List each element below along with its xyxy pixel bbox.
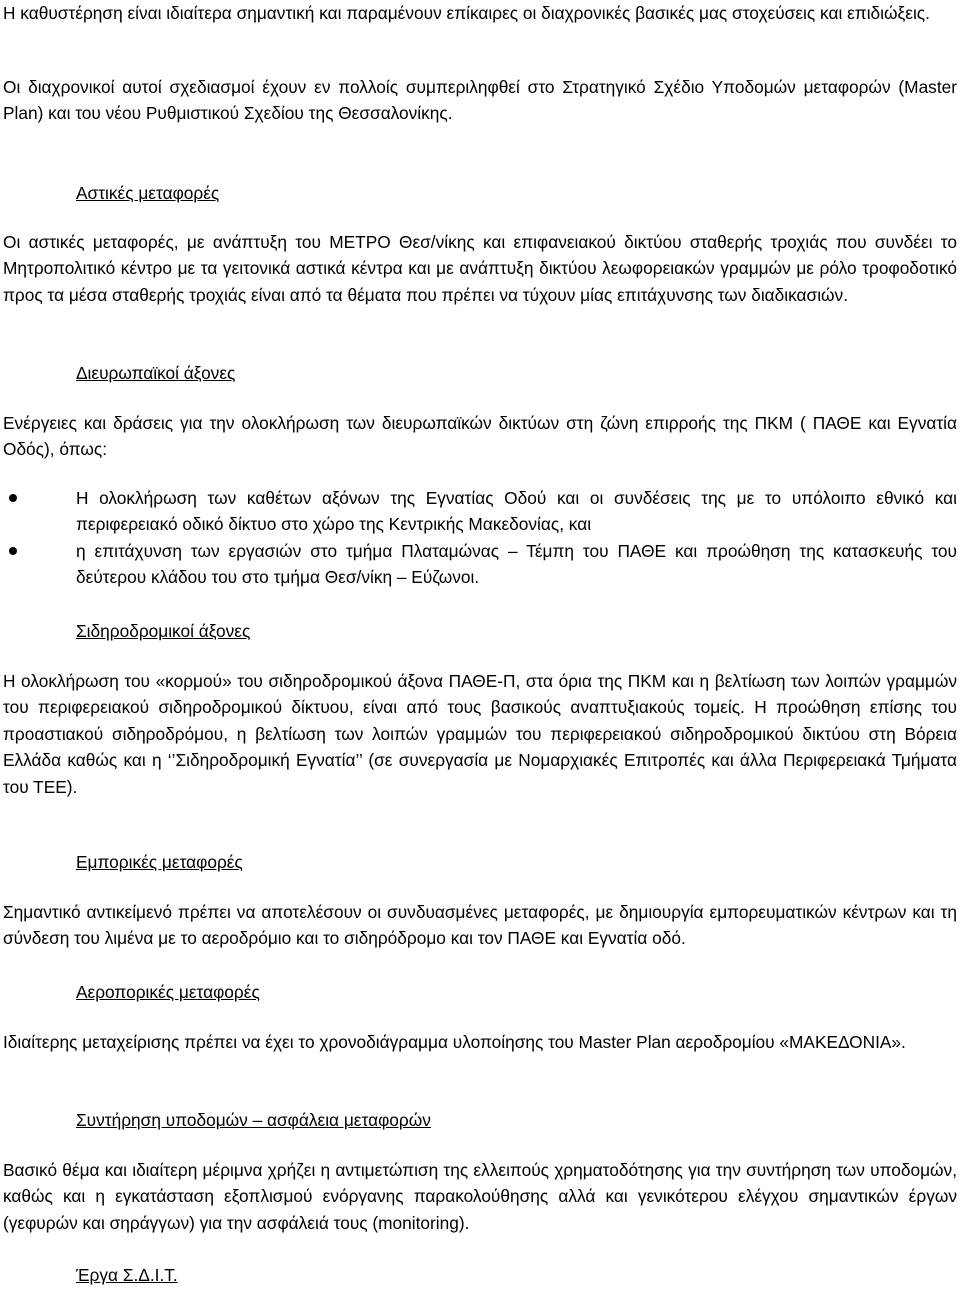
urban-transport-paragraph	[3, 229, 957, 308]
intro-paragraph-1	[3, 0, 957, 26]
trans-european-paragraph	[3, 410, 957, 463]
heading-air-transport: Αεροπορικές μεταφορές	[76, 982, 260, 1002]
intro-paragraph-2	[3, 74, 957, 127]
list-item	[3, 538, 957, 591]
paragraph-text: Ιδιαίτερης μεταχείρισης πρέπει να έχει το χρονοδιάγραμμα υλοποίησης του Master Plan αεροδρομίου «ΜΑΚΕΔΟΝΙΑ».	[3, 1032, 906, 1052]
paragraph-text: Βασικό θέμα και ιδιαίτερη μέριμνα χρήζει η αντιμετώπιση της ελλειπούς χρηματοδότησης για την συντήρηση των υποδομών, καθώς και η εγκατάσταση εξοπλισμού ενόργανης παρακολούθησης αλλά και γενικότερου ελέγχου σημαντικών έργων (γεφυρών και σηράγγων) για την ασφάλειά τους (monitoring).	[3, 1160, 957, 1233]
heading-ppp-projects: Έργα Σ.Δ.Ι.Τ.	[76, 1265, 178, 1285]
railway-paragraph	[3, 668, 957, 800]
bullet-dot-icon	[9, 547, 17, 555]
trans-european-bullet-list	[3, 485, 957, 591]
list-item-text: Η ολοκλήρωση των καθέτων αξόνων της Εγνατίας Οδού και οι συνδέσεις της με το υπόλοιπο εθνικό και περιφερειακό οδικό δίκτυο στο χώρο της Κεντρικής Μακεδονίας, και	[76, 488, 957, 535]
paragraph-text: Ενέργειες και δράσεις για την ολοκλήρωση των διευρωπαϊκών δικτύων στη ζώνη επιρροής της ΠΚΜ ( ΠΑΘΕ και Εγνατία Οδός), όπως:	[3, 413, 957, 460]
heading-urban-transport: Αστικές μεταφορές	[76, 183, 220, 203]
heading-railway-axes: Σιδηροδρομικοί άξονες	[76, 621, 251, 641]
commercial-transport-paragraph	[3, 899, 957, 952]
list-item-text: η επιτάχυνση των εργασιών στο τμήμα Πλαταμώνας – Τέμπη του ΠΑΘΕ και προώθηση της κατασκευής του δεύτερου κλάδου του στο τμήμα Θεσ/νίκη – Εύζωνοι.	[76, 540, 957, 588]
heading-commercial-transport: Εμπορικές μεταφορές	[76, 852, 243, 872]
bullet-dot-icon	[9, 494, 17, 502]
air-transport-paragraph	[3, 1029, 957, 1055]
paragraph-text: Η καθυστέρηση είναι ιδιαίτερα σημαντική και παραμένουν επίκαιρες οι διαχρονικές βασικές μας στοχεύσεις και επιδιώξεις.	[3, 3, 930, 23]
heading-trans-european-axes: Διευρωπαϊκοί άξονες	[76, 363, 236, 383]
paragraph-text: Σημαντικό αντικείμενό πρέπει να αποτελέσουν οι συνδυασμένες μεταφορές, με δημιουργία εμπορευματικών κέντρων και τη σύνδεση του λιμένα με το αεροδρόμιο και το σιδηρόδρομο και τον ΠΑΘΕ και Εγνατία οδό.	[3, 902, 957, 949]
heading-infrastructure-maintenance: Συντήρηση υποδομών – ασφάλεια μεταφορών	[76, 1110, 431, 1130]
maintenance-paragraph	[3, 1157, 957, 1236]
list-item	[3, 485, 957, 538]
paragraph-text: Οι διαχρονικοί αυτοί σχεδιασμοί έχουν εν πολλοίς συμπεριληφθεί στο Στρατηγικό Σχέδιο Υποδομών μεταφορών (Master Plan) και του νέου Ρυθμιστικού Σχεδίου της Θεσσαλονίκης.	[3, 77, 957, 124]
paragraph-text: Οι αστικές μεταφορές, με ανάπτυξη του ΜΕΤΡΟ Θεσ/νίκης και επιφανειακού δικτύου σταθερής τροχιάς που συνδέει το Μητροπολιτικό κέντρο με τα γειτονικά αστικά κέντρα και με ανάπτυξη δικτύου λεωφορειακών γραμμών με ρόλο τροφοδοτικό προς τα μέσα σταθερής τροχιάς είναι από τα θέματα που πρέπει να τύχουν μίας επιτάχυνσης των διαδικασιών.	[3, 232, 957, 305]
paragraph-text: Η ολοκλήρωση του «κορμού» του σιδηροδρομικού άξονα ΠΑΘΕ-Π, στα όρια της ΠΚΜ και η βελτίωση των λοιπών γραμμών του περιφερειακού σιδηροδρομικού δίκτυου, είναι από τους βασικούς αναπτυξιακούς τομείς. Η προώθηση επίσης του προαστιακού σιδηροδρόμου, η βελτίωση των λοιπών γραμμών του περιφερειακού σιδηροδρομικού δικτύου στη Βόρεια Ελλάδα καθώς και η ‘’Σιδηροδρομική Εγνατία’’ (σε συνεργασία με Νομαρχιακές Επιτροπές και άλλα Περιφερειακά Τμήματα του ΤΕΕ).	[3, 671, 957, 797]
